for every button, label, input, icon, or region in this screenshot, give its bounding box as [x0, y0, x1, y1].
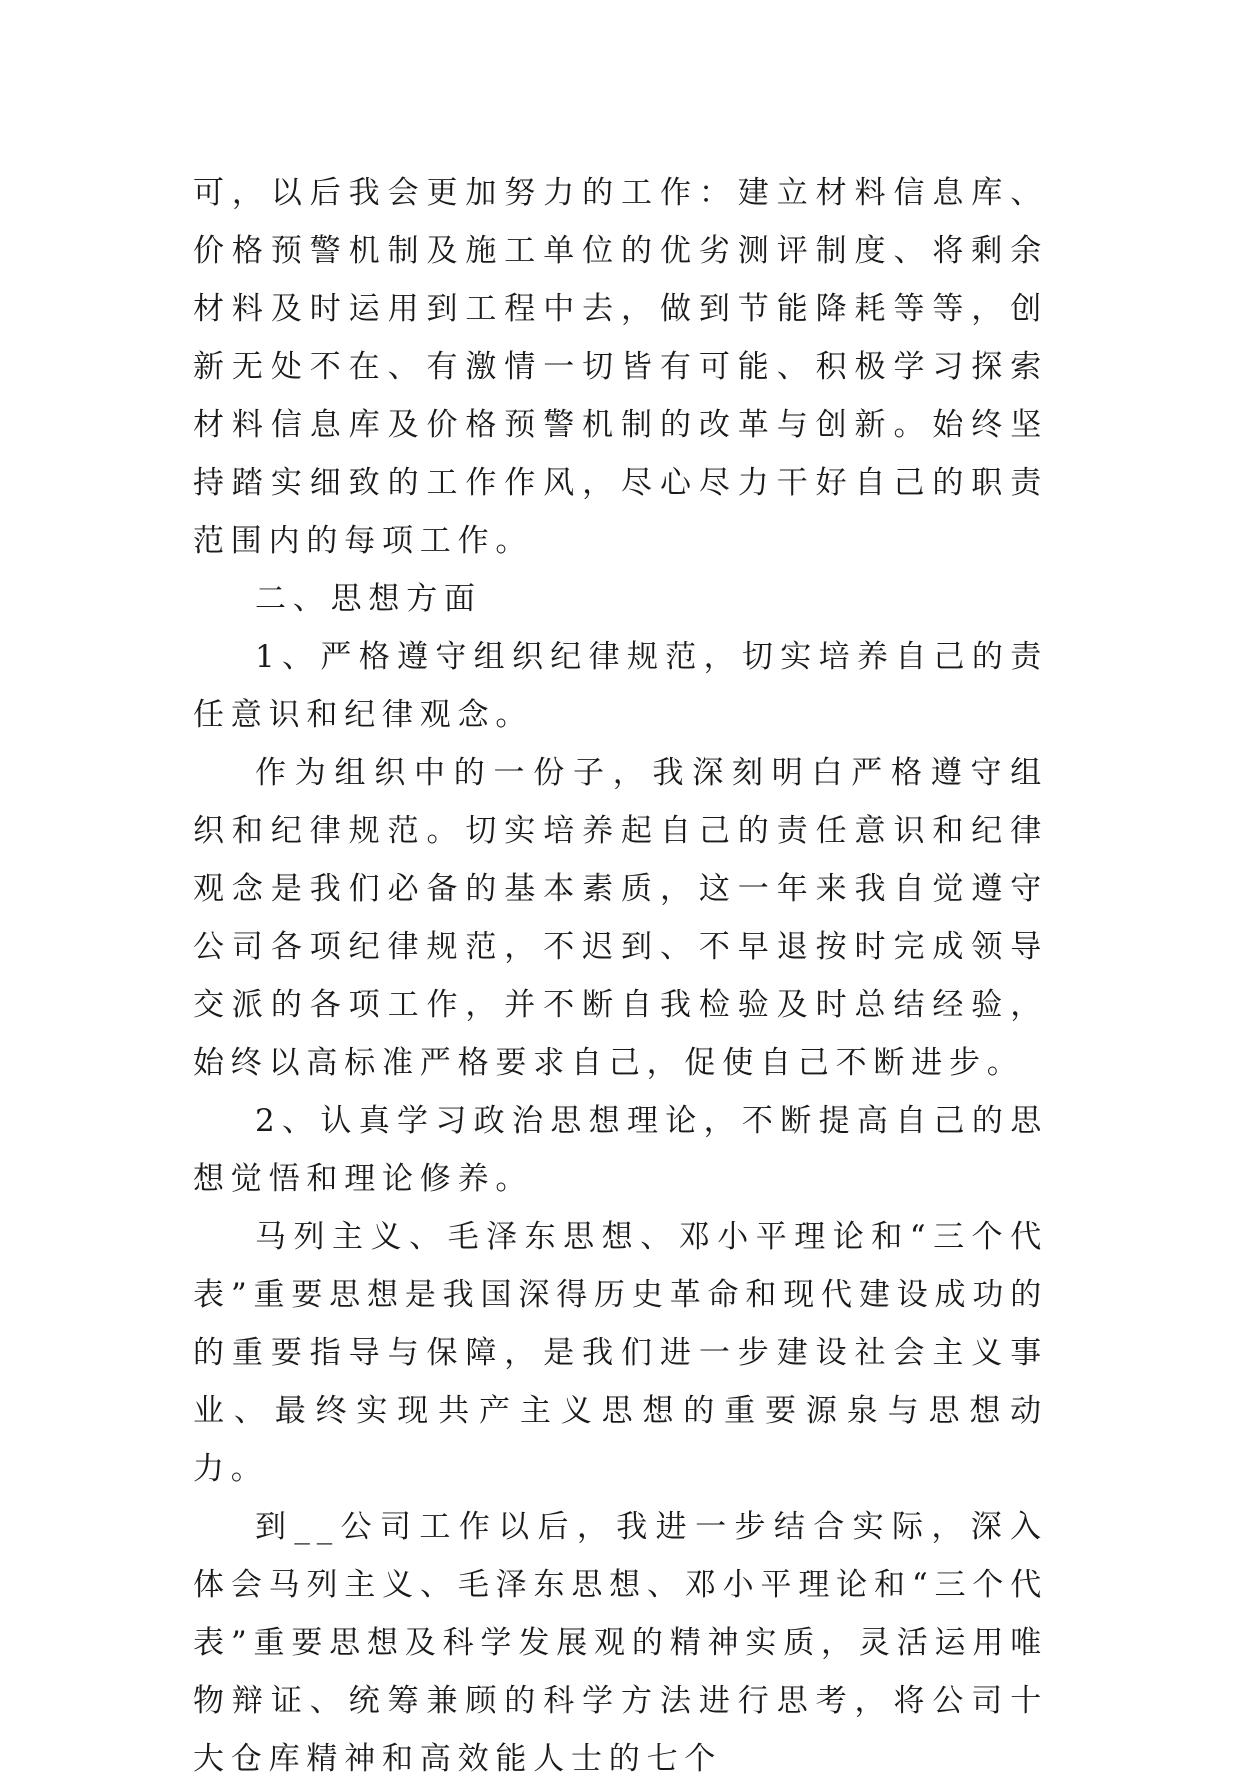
section-heading-ideology: 二、思想方面 — [255, 581, 482, 617]
subheading-discipline: 1、严格遵守组织纪律规范，切实培养自己的责任意识和纪律观念。 — [193, 639, 1048, 733]
document-body — [193, 164, 1048, 1788]
subheading-political-theory: 2、认真学习政治思想理论，不断提高自己的思想觉悟和理论修养。 — [193, 1103, 1048, 1197]
paragraph-discipline: 作为组织中的一份子，我深刻明白严格遵守组织和纪律规范。切实培养起自己的责任意识和纪律观念是我们必备的基本素质，这一年来我自觉遵守公司各项纪律规范，不迟到、不早退按时完成领导交派的各项工作，并不断自我检验及时总结经验，始终以高标准严格要求自己，促使自己不断进步。 — [193, 755, 1048, 1081]
paragraph-continuation: 可，以后我会更加努力的工作：建立材料信息库、价格预警机制及施工单位的优劣测评制度、将剩余材料及时运用到工程中去，做到节能降耗等等，创新无处不在、有激情一切皆有可能、积极学习探索材料信息库及价格预警机制的改革与创新。始终坚持踏实细致的工作作风，尽心尽力干好自己的职责范围内的每项工作。 — [193, 175, 1048, 559]
paragraph-company-work: 到__公司工作以后，我进一步结合实际，深入体会马列主义、毛泽东思想、邓小平理论和“三个代表”重要思想及科学发展观的精神实质，灵活运用唯物辩证、统筹兼顾的科学方法进行思考，将公司十大仓库精神和高效能人士的七个 — [193, 1509, 1048, 1777]
paragraph-political-theory: 马列主义、毛泽东思想、邓小平理论和“三个代表”重要思想是我国深得历史革命和现代建设成功的的重要指导与保障，是我们进一步建设社会主义事业、最终实现共产主义思想的重要源泉与思想动力。 — [193, 1219, 1048, 1487]
